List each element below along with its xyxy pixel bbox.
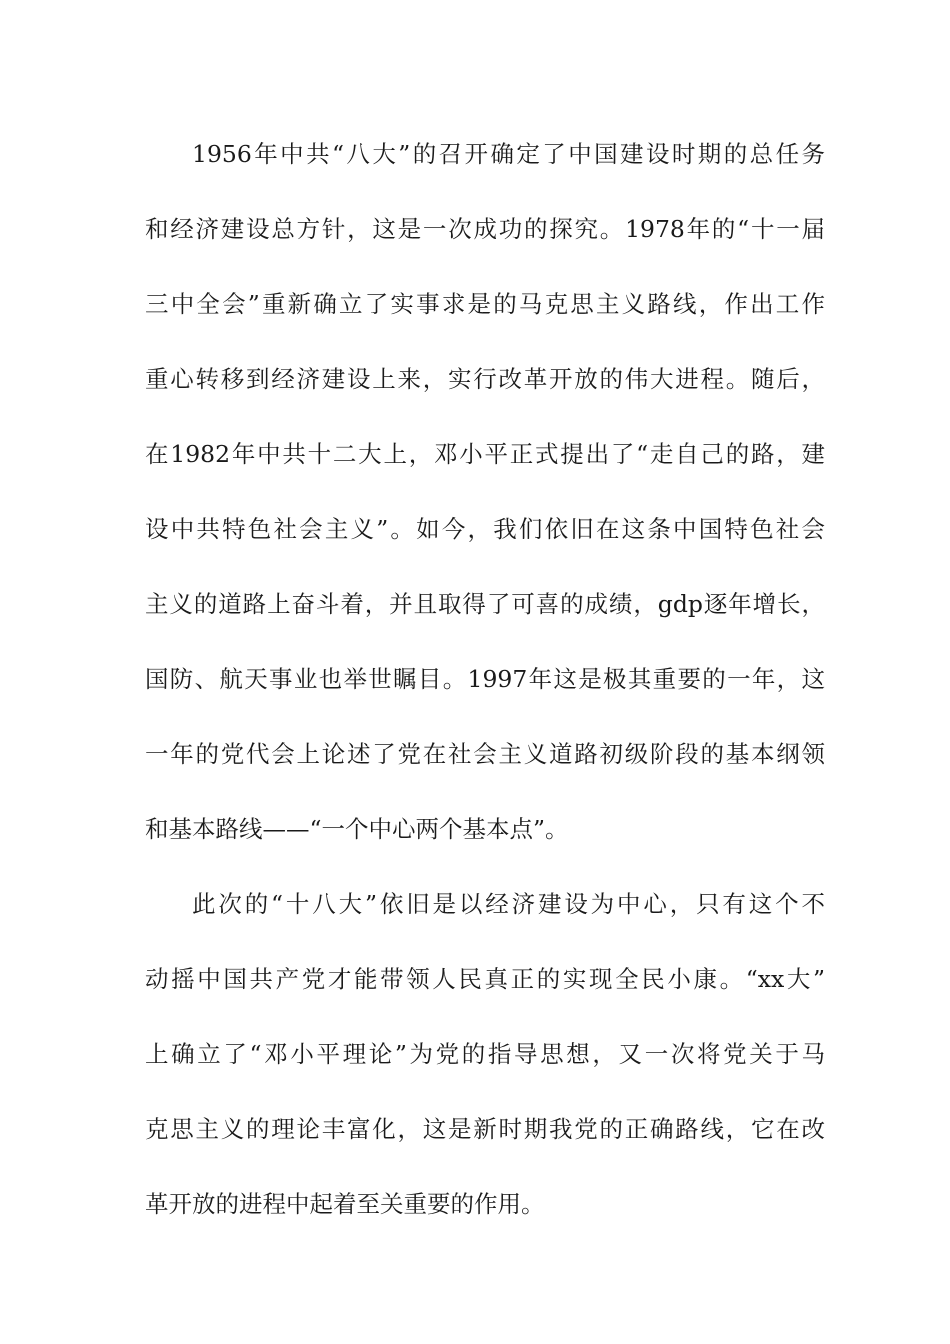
text-line: 国防、航天事业也举世瞩目。1997年这是极其重要的一年，这 <box>145 665 825 693</box>
text-line: 和经济建设总方针，这是一次成功的探究。1978年的“十一届 <box>145 215 825 243</box>
paragraph-2 <box>145 876 825 1251</box>
text-line: 动摇中国共产党才能带领人民真正的实现全民小康。“xx大” <box>145 965 825 993</box>
text-line: 一年的党代会上论述了党在社会主义道路初级阶段的基本纲领 <box>145 740 825 768</box>
paragraph-1 <box>145 126 825 876</box>
text-line: 1956年中共“八大”的召开确定了中国建设时期的总任务 <box>192 140 825 168</box>
text-line: 克思主义的理论丰富化，这是新时期我党的正确路线，它在改 <box>145 1115 825 1143</box>
document-body <box>145 126 825 1251</box>
text-line: 在1982年中共十二大上，邓小平正式提出了“走自己的路，建 <box>145 440 825 468</box>
text-line: 主义的道路上奋斗着，并且取得了可喜的成绩，gdp逐年增长， <box>145 590 825 618</box>
text-line: 和基本路线——“一个中心两个基本点”。 <box>145 815 569 843</box>
text-line: 上确立了“邓小平理论”为党的指导思想，又一次将党关于马 <box>145 1040 825 1068</box>
text-line: 此次的“十八大”依旧是以经济建设为中心，只有这个不 <box>192 890 825 918</box>
text-line: 重心转移到经济建设上来，实行改革开放的伟大进程。随后， <box>145 365 825 393</box>
text-line: 设中共特色社会主义”。如今，我们依旧在这条中国特色社会 <box>145 515 825 543</box>
text-line: 三中全会”重新确立了实事求是的马克思主义路线，作出工作 <box>145 290 825 318</box>
text-line: 革开放的进程中起着至关重要的作用。 <box>145 1190 545 1218</box>
